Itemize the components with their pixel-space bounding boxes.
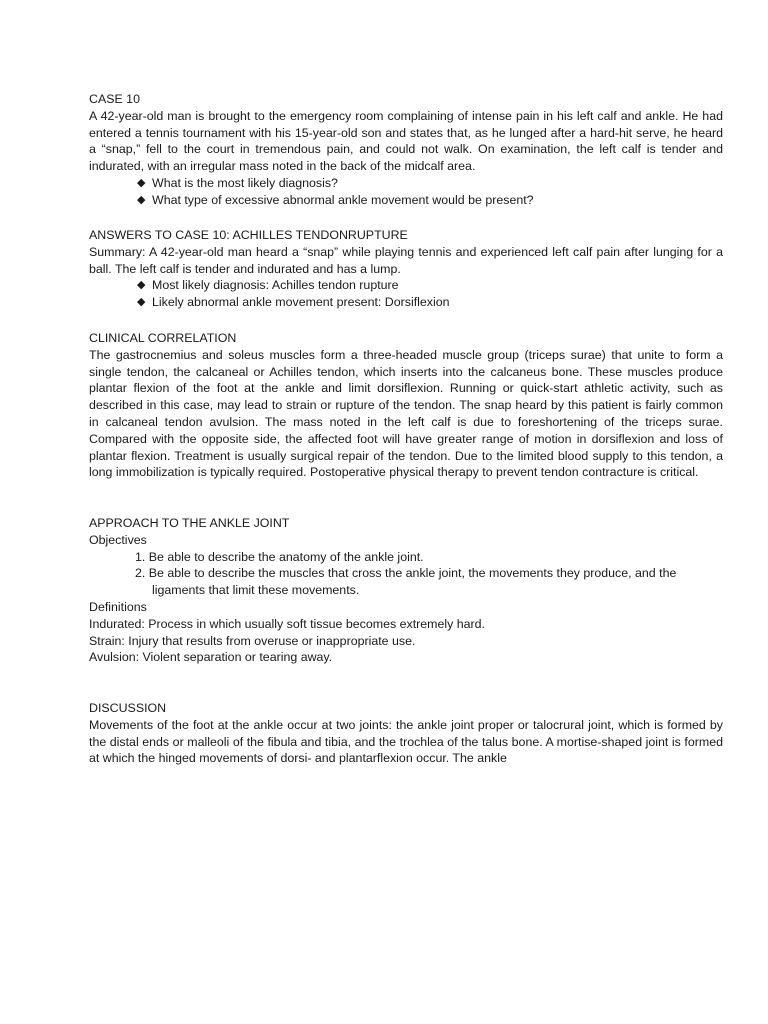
diamond-bullet-icon: ◆ [137, 296, 146, 309]
definition-item: Indurated: Process in which usually soft tissue becomes extremely hard. [89, 616, 485, 631]
question-text: What is the most likely diagnosis? [152, 175, 338, 190]
diamond-bullet-icon: ◆ [137, 279, 146, 292]
clinical-body: The gastrocnemius and soleus muscles form a three-headed muscle group (triceps surae) that unite to form a single tendon, the calcaneal or Achilles tendon, which inserts into the calcaneus bone. These muscles produce plantar flexion of the foot at the ankle and limit dorsiflexion. Running or quick-start athletic activity, such as described in this case, may lead to strain or rupture of the tendon. The snap heard by this patient is fairly common in calcaneal tendon avulsion. The mass noted in the left calf is due to foreshortening of the triceps surae. Compared with the opposite side, the affected foot will have greater range of motion in dorsiflexion and loss of plantar flexion. Treatment is usually surgical repair of the tendon. Due to the limited blood supply to this tendon, a long immobilization is typically required. Postoperative physical therapy to prevent tendon contracture is critical. [89, 347, 723, 480]
approach-heading: APPROACH TO THE ANKLE JOINT [89, 516, 290, 530]
clinical-correlation-section [89, 330, 723, 481]
approach-section [89, 515, 723, 666]
diamond-bullet-icon: ◆ [137, 176, 146, 189]
case-body: A 42-year-old man is brought to the emergency room complaining of intense pain in his left calf and ankle. He had entered a tennis tournament with his 15-year-old son and states that, as he lunged after a hard-hit serve, he heard a “snap,” fell to the court in tremendous pain, and could not walk. On examination, the left calf is tender and indurated, with an irregular mass noted in the back of the midcalf area. [89, 108, 723, 174]
discussion-heading: DISCUSSION [89, 701, 167, 715]
answer-item [89, 294, 723, 311]
case-section [89, 91, 723, 209]
answers-summary: Summary: A 42-year-old man heard a “snap” while playing tennis and experienced left calf pain after lunging for a ball. The left calf is tender and indurated and has a lump. [89, 244, 723, 276]
diamond-bullet-icon: ◆ [137, 193, 146, 206]
question-text: What type of excessive abnormal ankle movement would be present? [152, 192, 534, 207]
discussion-body: Movements of the foot at the ankle occur at two joints: the ankle joint proper or talocrural joint, which is formed by the distal ends or malleoli of the fibula and tibia, and the trochlea of the talus bone. A mortise-shaped joint is formed at which the hinged movements of dorsi- and plantarflexion occur. The ankle [89, 717, 723, 766]
answers-section [89, 227, 723, 311]
answers-heading: ANSWERS TO CASE 10: ACHILLES TENDONRUPTURE [89, 228, 408, 242]
clinical-heading: CLINICAL CORRELATION [89, 331, 237, 345]
definitions-heading: Definitions [89, 599, 147, 614]
answer-text: Likely abnormal ankle movement present: Dorsiflexion [152, 295, 450, 310]
objective-item: 2. Be able to describe the muscles that cross the ankle joint, the movements they produce, and the [135, 566, 677, 581]
objectives-heading: Objectives [89, 532, 147, 547]
definition-item: Avulsion: Violent separation or tearing away. [89, 650, 333, 665]
answer-item [89, 277, 723, 294]
question-item [89, 175, 723, 192]
objective-item-continued: ligaments that limit these movements. [152, 583, 360, 598]
definition-item: Strain: Injury that results from overuse or inappropriate use. [89, 633, 416, 648]
case-heading: CASE 10 [89, 92, 140, 106]
objective-item: 1. Be able to describe the anatomy of the ankle joint. [135, 549, 424, 564]
answer-text: Most likely diagnosis: Achilles tendon rupture [152, 278, 399, 293]
discussion-section [89, 700, 723, 767]
question-item [89, 192, 723, 209]
